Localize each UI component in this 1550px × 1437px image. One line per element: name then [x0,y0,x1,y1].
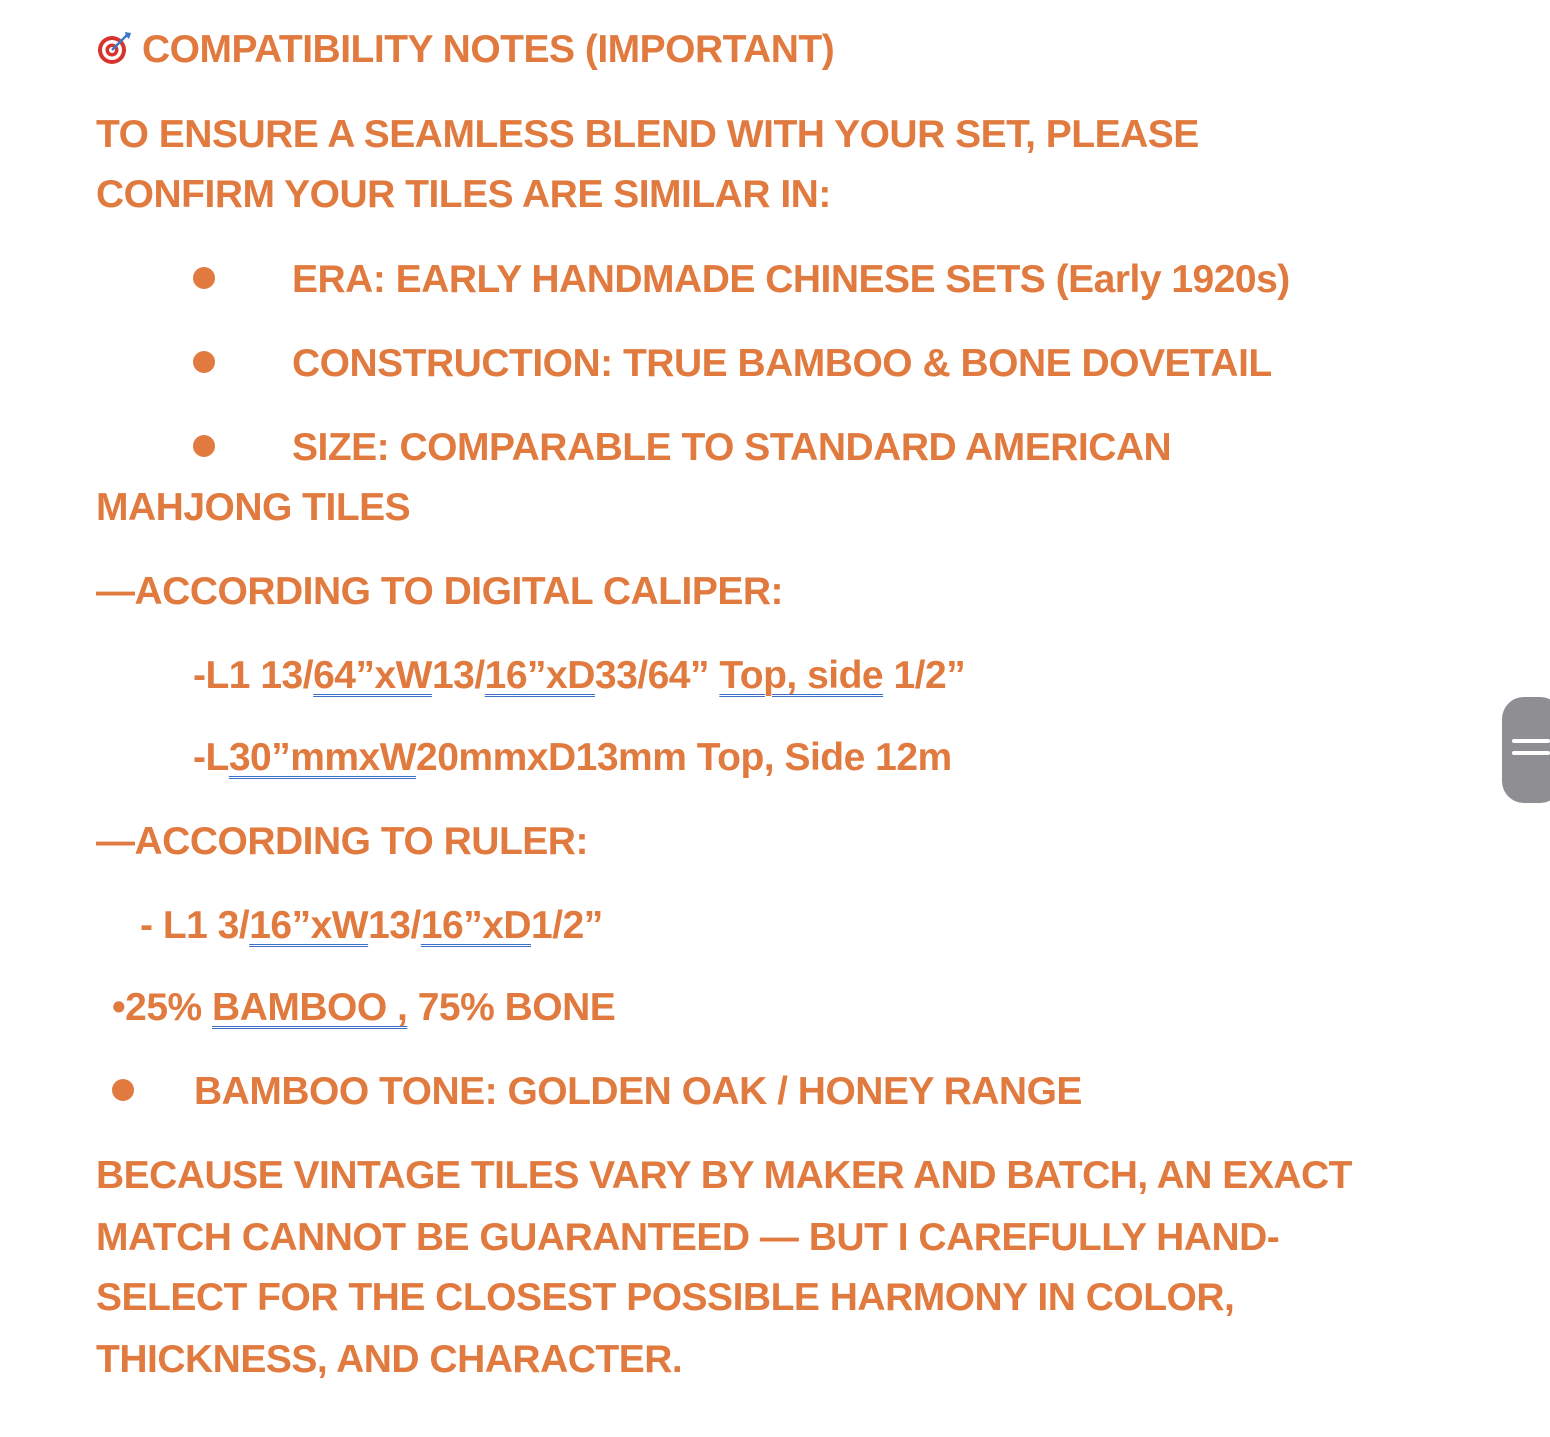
measure-text: 13/ [368,904,421,947]
disclaimer-line-2: MATCH CANNOT BE GUARANTEED — BUT I CAREFULLY HAND- [96,1216,1280,1259]
bullet-dot [193,435,215,457]
material-text: •25% [112,986,213,1029]
caliper-heading: —ACCORDING TO DIGITAL CALIPER: [96,570,783,613]
section-heading [96,30,834,69]
measure-text: - L1 3/ [140,904,250,947]
measure-text: 20mmxD13mm Top, Side 12m [416,736,952,779]
measure-text: 1/2” [531,904,603,947]
measure-text: 33/64” [594,654,720,697]
caliper-imperial-measure [193,656,965,695]
criteria-construction: CONSTRUCTION: TRUE BAMBOO & BONE DOVETAIL [292,342,1272,385]
measure-text: 1/2” [883,654,966,697]
spellcheck-underlined-text[interactable]: 16”xW [249,904,369,947]
material-text: 75% BONE [407,986,616,1029]
spellcheck-underlined-text[interactable]: 64”xW [313,654,432,697]
disclaimer-line-4: THICKNESS, AND CHARACTER. [96,1338,683,1381]
measure-text: -L [193,736,229,779]
intro-line-2: CONFIRM YOUR TILES ARE SIMILAR IN: [96,173,831,216]
disclaimer-line-3: SELECT FOR THE CLOSEST POSSIBLE HARMONY IN COLOR, [96,1276,1235,1319]
heading-text: COMPATIBILITY NOTES (IMPORTANT) [142,28,835,71]
criteria-size: SIZE: COMPARABLE TO STANDARD AMERICAN [292,426,1172,469]
scroll-handle[interactable] [1502,697,1550,803]
bullet-dot [193,267,215,289]
intro-line-1: TO ENSURE A SEAMLESS BLEND WITH YOUR SET, PLEASE [96,113,1199,156]
disclaimer-line-1: BECAUSE VINTAGE TILES VARY BY MAKER AND BATCH, AN EXACT [96,1154,1352,1197]
criteria-size-continued: MAHJONG TILES [96,486,411,529]
spellcheck-underlined-text[interactable]: 16”xD [420,904,532,947]
spellcheck-underlined-text[interactable]: 30”mmxW [228,736,417,779]
bullet-dot [112,1079,134,1101]
ruler-heading: —ACCORDING TO RULER: [96,820,588,863]
ruler-measure [140,906,603,945]
grip-line [1512,739,1550,743]
measure-text: -L1 13/ [193,654,314,697]
grip-line [1512,751,1550,755]
material-composition [112,988,615,1027]
measure-text: 13/ [431,654,485,697]
caliper-metric-measure [193,738,952,777]
spellcheck-underlined-text[interactable]: 16”xD [484,654,595,697]
target-icon [96,30,132,66]
bamboo-tone: BAMBOO TONE: GOLDEN OAK / HONEY RANGE [194,1070,1082,1113]
criteria-era: ERA: EARLY HANDMADE CHINESE SETS (Early 1920s) [292,258,1290,301]
bullet-dot [193,351,215,373]
spellcheck-underlined-text[interactable]: BAMBOO , [212,986,408,1029]
spellcheck-underlined-text[interactable]: Top, side [719,654,884,697]
